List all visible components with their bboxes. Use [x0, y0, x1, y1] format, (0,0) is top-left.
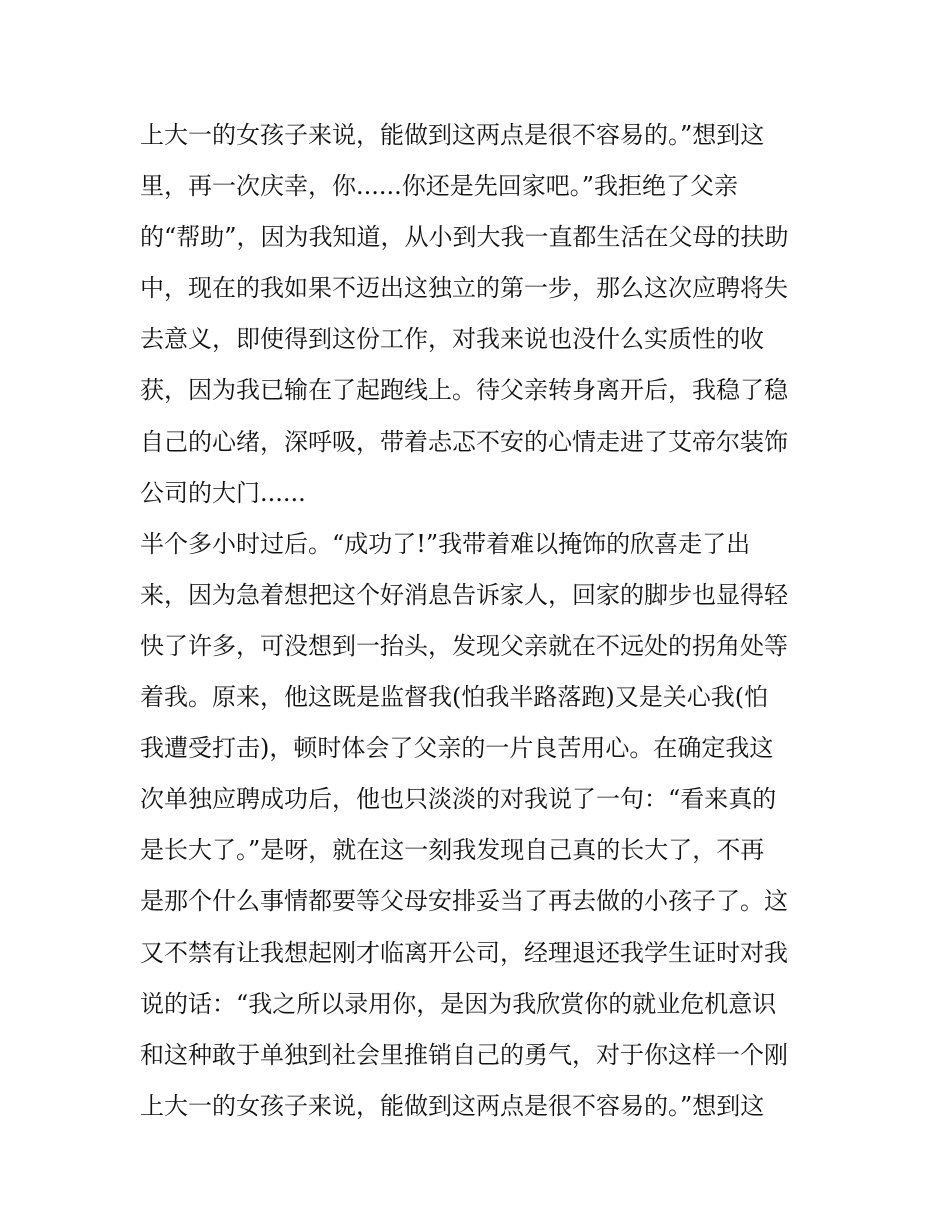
text-line: 着我。原来，他这既是监督我(怕我半路落跑)又是关心我(怕	[140, 683, 769, 712]
text-line: 次单独应聘成功后，他也只淡淡的对我说了一句：“看来真的	[140, 785, 777, 814]
text-line: 快了许多，可没想到一抬头，发现父亲就在不远处的拐角处等	[140, 631, 788, 660]
text-line: 的“帮助”，因为我知道，从小到大我一直都生活在父母的扶助	[140, 223, 789, 252]
text-line: 半个多小时过后。“成功了!”我带着难以掩饰的欣喜走了出	[140, 529, 751, 558]
text-line: 中，现在的我如果不迈出这独立的第一步，那么这次应聘将失	[140, 274, 788, 303]
text-line: 说的话：“我之所以录用你，是因为我欣赏你的就业危机意识	[140, 989, 777, 1018]
text-line: 去意义，即使得到这份工作，对我来说也没什么实质性的收	[140, 325, 764, 354]
text-line: 我遭受打击)，顿时体会了父亲的一片良苦用心。在确定我这	[140, 734, 774, 763]
text-line: 公司的大门......	[140, 478, 306, 507]
text-line: 上大一的女孩子来说，能做到这两点是很不容易的。”想到这	[140, 1091, 765, 1120]
text-line: 获，因为我已输在了起跑线上。待父亲转身离开后，我稳了稳	[140, 376, 788, 405]
text-line: 是那个什么事情都要等父母安排妥当了再去做的小孩子了。这	[140, 887, 788, 916]
text-line: 上大一的女孩子来说，能做到这两点是很不容易的。”想到这	[140, 121, 765, 149]
text-line: 又不禁有让我想起刚才临离开公司，经理退还我学生证时对我	[140, 938, 788, 967]
text-line: 来，因为急着想把这个好消息告诉家人，回家的脚步也显得轻	[140, 580, 788, 609]
text-line: 是长大了。”是呀，就在这一刻我发现自己真的长大了，不再	[140, 836, 765, 865]
text-line: 和这种敢于单独到社会里推销自己的勇气，对于你这样一个刚	[140, 1040, 788, 1069]
text-line: 里，再一次庆幸，你......你还是先回家吧。”我拒绝了父亲	[140, 172, 739, 201]
text-line: 自己的心绪，深呼吸，带着忐忑不安的心情走进了艾帝尔装饰	[140, 427, 788, 456]
body-text	[140, 110, 830, 1132]
